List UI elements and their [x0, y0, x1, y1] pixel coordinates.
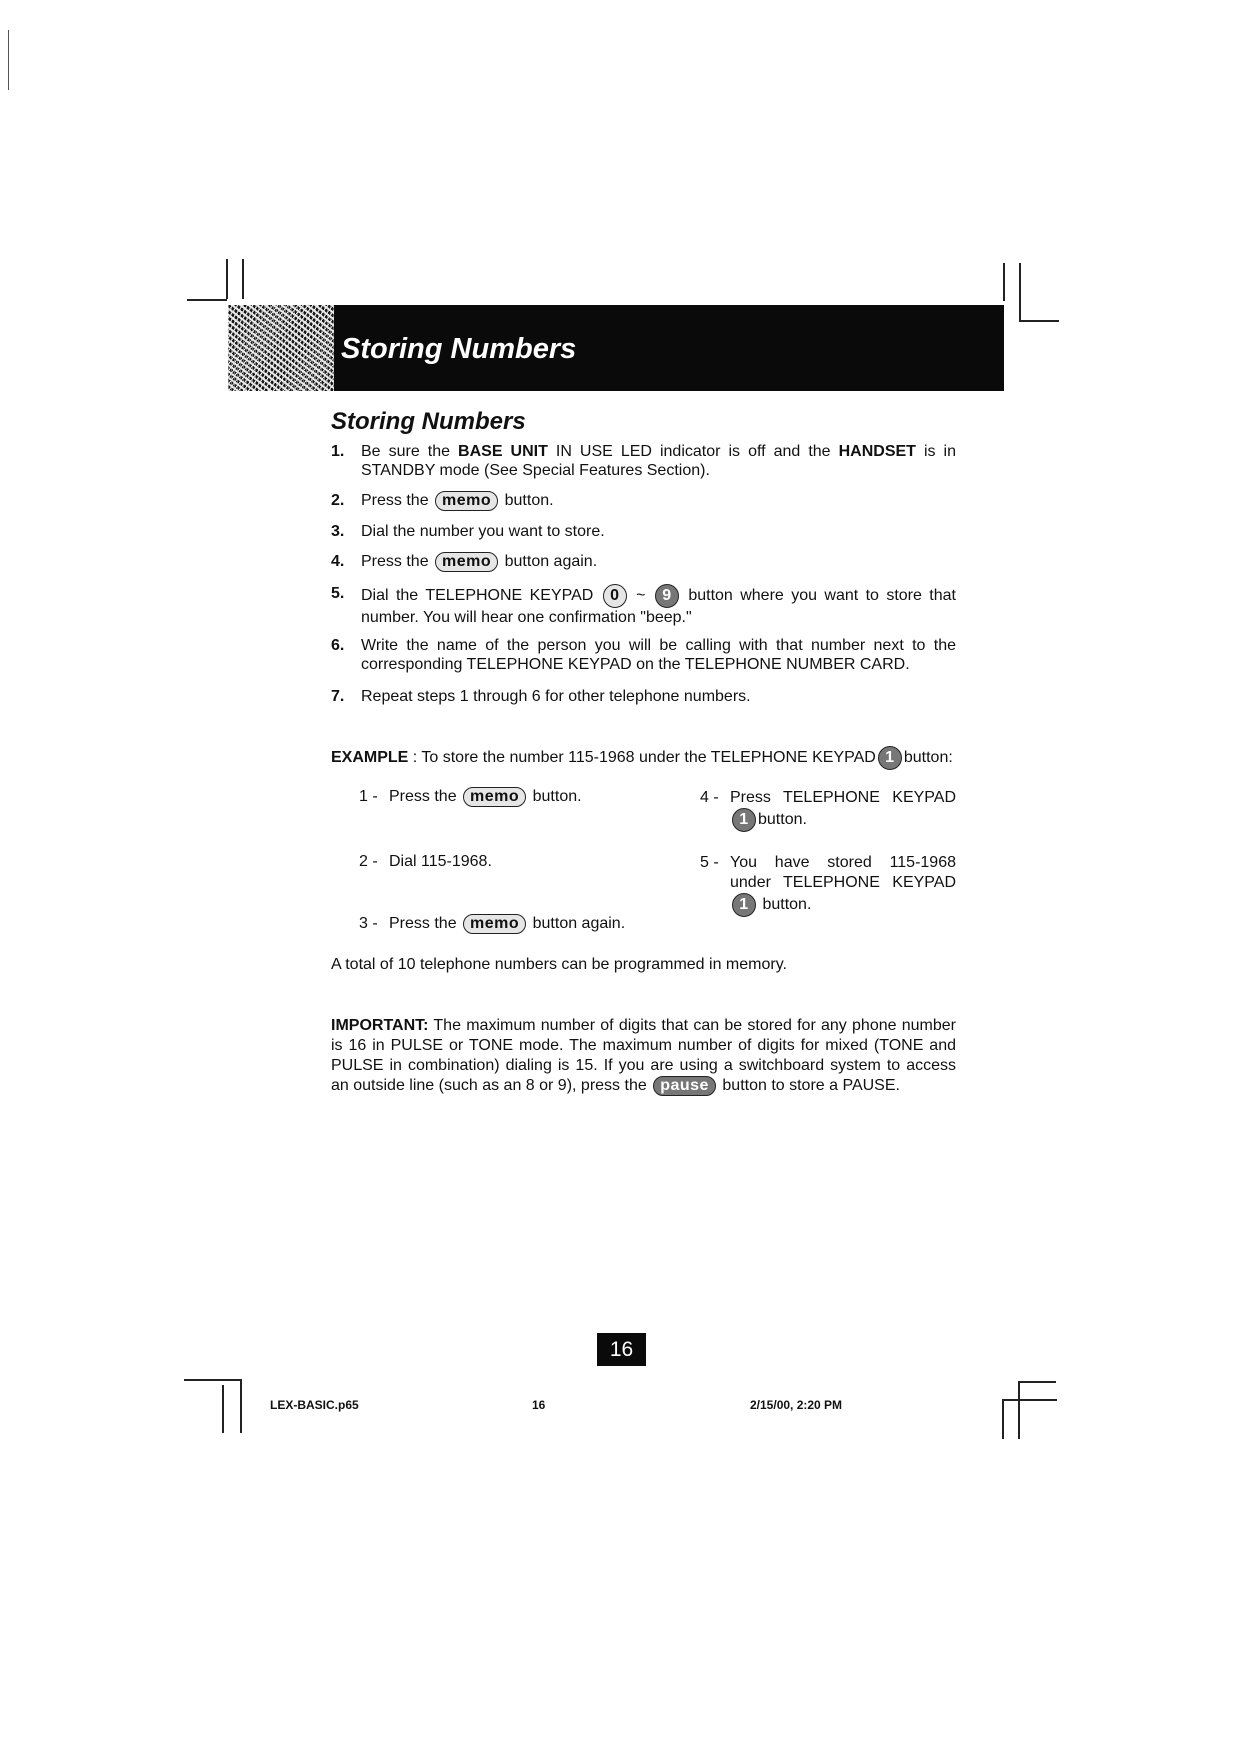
important-label: IMPORTANT: — [331, 1017, 429, 1034]
step-number: 4. — [331, 553, 345, 570]
step-text: Dial the TELEPHONE KEYPAD 0 ~ 9 button where you want to store that number. You will hear one confirmation "beep." — [361, 584, 956, 627]
total-note: A total of 10 telephone numbers can be programmed in memory. — [331, 956, 787, 973]
footer-date: 2/15/00, 2:20 PM — [750, 1398, 843, 1412]
memo-key-icon: memo — [435, 552, 498, 572]
header-title: Storing Numbers — [341, 333, 577, 365]
step-7 — [331, 687, 956, 706]
pause-key-icon: pause — [653, 1076, 716, 1096]
step-text: Press the memo button. — [361, 492, 554, 510]
footer-page: 16 — [532, 1398, 546, 1412]
step-text: Dial the number you want to store. — [361, 523, 605, 540]
step-text: Repeat steps 1 through 6 for other telephone numbers. — [361, 688, 751, 705]
keypad-1-icon: 1 — [732, 893, 756, 917]
step-number: 1. — [331, 443, 345, 460]
keypad-1-icon: 1 — [732, 808, 756, 832]
step-4 — [331, 552, 956, 572]
step-2 — [331, 491, 956, 511]
left-margin-line — [8, 30, 9, 90]
step-number: 3. — [331, 523, 345, 540]
example-item-2: 2 - Dial 115-1968. — [359, 853, 492, 870]
keypad-9-icon: 9 — [655, 584, 679, 608]
step-number: 5. — [331, 585, 345, 602]
step-number: 2. — [331, 492, 345, 509]
step-6 — [331, 636, 956, 674]
example-post: button: — [903, 749, 953, 767]
step-text: Write the name of the person you will be calling with that number next to the corresponding TELEPHONE KEYPAD on the TELEPHONE NUMBER CARD. — [361, 637, 956, 673]
memo-key-icon: memo — [435, 491, 498, 511]
example-item-1: 1 - Press the memo button. — [359, 788, 582, 806]
step-5 — [331, 584, 956, 627]
example-item-5: 5 - You have stored 115-1968 under TELEPHONE KEYPAD 1 button. — [700, 853, 956, 917]
memo-key-icon: memo — [463, 914, 526, 934]
step-text: Press the memo button again. — [361, 553, 598, 571]
step-number: 6. — [331, 637, 345, 654]
step-text: Be sure the BASE UNIT IN USE LED indicator is off and the HANDSET is in STANDBY mode (See Special Features Section). — [361, 443, 957, 479]
example-text: : To store the number 115-1968 under the TELEPHONE KEYPAD — [408, 749, 876, 767]
header-band — [228, 305, 1004, 391]
example-intro — [331, 746, 956, 770]
example-item-3: 3 - Press the memo button again. — [359, 915, 626, 933]
keypad-1-icon: 1 — [878, 746, 902, 770]
footer-file: LEX-BASIC.p65 — [270, 1398, 359, 1412]
keypad-0-icon: 0 — [603, 584, 627, 608]
example-label: EXAMPLE — [331, 749, 409, 767]
step-1 — [331, 442, 956, 480]
step-number: 7. — [331, 688, 345, 705]
memo-key-icon: memo — [463, 787, 526, 807]
section-title: Storing Numbers — [331, 408, 526, 435]
step-3 — [331, 522, 956, 541]
important-note: IMPORTANT: The maximum number of digits that can be stored for any phone number is 16 in PULSE or TONE mode. The maximum number of digits for mixed (TONE and PULSE in combination) dialing is 15. If you are using a switchboard system to access an outside line (such as an 8 or 9), press the pause button to store a PAUSE. — [331, 1017, 956, 1095]
page-number-badge: 16 — [597, 1333, 646, 1366]
example-item-4: 4 - Press TELEPHONE KEYPAD 1 button. — [700, 788, 956, 832]
header-texture-graphic — [228, 305, 334, 391]
